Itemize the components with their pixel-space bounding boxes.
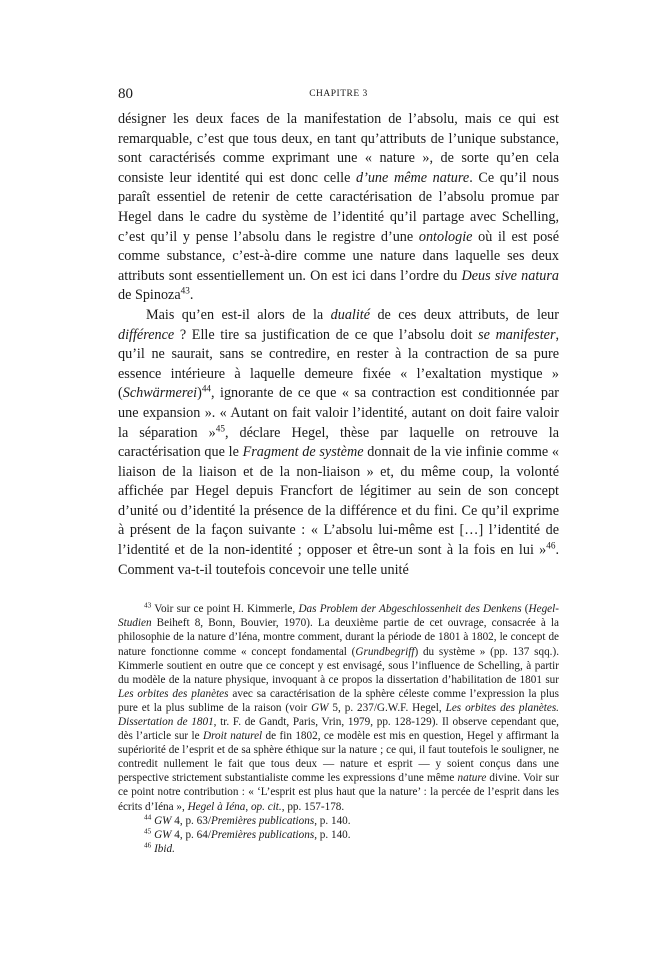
body-text — [118, 110, 559, 580]
paragraph-1: désigner les deux faces de la manifestation de l’absolu, mais ce qui est remarquable, c’est que tous deux, en tant qu’attributs de l’unique substance, sont caractérisés comme exprimant une « nature », de sorte qu’en cela consiste leur identité qui est donc celle d’une même nature. Ce qu’il nous paraît essentiel de retenir de cette caractérisation de l’absolu promue par Hegel dans le cadre du système de l’identité qu’il partage avec Schelling, c’est qu’il y pense l’absolu dans le registre d’une ontologie où il est posé comme substance, c’est-à-dire comme une nature dans laquelle ses deux attributs sont essentiellement un. On est ici dans l’ordre du Deus sive natura de Spinoza$^{43}$. — [118, 111, 560, 304]
footnote-ref-43[interactable]: 43 — [180, 285, 190, 296]
footnote-46: $^{46}$ Ibid. — [144, 841, 175, 855]
page — [118, 86, 559, 856]
footnote-44: $^{44}$ GW 4, p. 63/Premières publications, p. 140. — [144, 812, 351, 827]
footnotes — [118, 602, 559, 856]
footnote-number: 44 — [144, 812, 152, 821]
footnote-45: $^{45}$ GW 4, p. 64/Premières publications, p. 140. — [144, 827, 351, 841]
footnote-number: 46 — [144, 841, 152, 850]
running-head: CHAPITRE 3 — [309, 89, 368, 99]
footnote-ref-45[interactable]: 45 — [215, 422, 225, 433]
footnote-ref-44[interactable]: 44 — [201, 383, 212, 394]
footnote-43: $^{43}$ Voir sur ce point H. Kimmerle, Das Problem der Abgeschlossenheit des Denkens (Hegel-Studien Beiheft 8, Bonn, Bouvier, 1970). La deuxième partie de cet ouvrage, consacrée à la philosophie de la nature d’Iéna, montre comment, durant la période de 1801 à 1802, le concept de nature fonctionne comme « concept fondamental (Grundbegriff) du système » (pp. 137 sqq.). Kimmerle soutient en outre que ce concept y est envisagé, sous l’influence de Schelling, à partir du modèle de la nature physique, invoquant à ce propos la dissertation d’habilitation de 1801 sur Les orbites des planètes avec sa caractérisation de la sphère céleste comme l’expression la plus pure et la plus sublime de la raison (voir GW 5, p. 237/G.W.F. Hegel, Les orbites des planètes. Dissertation de 1801, tr. F. de Gandt, Paris, Vrin, 1979, pp. 128-129). Il observe cependant que, dès l’article sur le Droit naturel de fin 1802, ce modèle est mis en question, Hegel y affirmant la supériorité de l’esprit et de sa sphère éthique sur la nature ; ce qui, il faut toutefois le souligner, ne contredit nullement le fait que tous deux — nature et esprit — y soient conçus dans une perspective strictement substantialiste comme les expressions d’une même nature divine. Voir sur ce point notre contribution : « ‘L’esprit est plus haut que la nature’ : la percée de l’esprit dans les écrits d’Iéna », Hegel à Iéna, op. cit., pp. 157-178. — [118, 601, 560, 813]
footnote-number: 45 — [144, 827, 152, 836]
page-header — [118, 86, 559, 110]
footnote-ref-46[interactable]: 46 — [546, 540, 556, 551]
paragraph-2: Mais qu’en est-il alors de la dualité de ces deux attributs, de leur différence ? Elle tire sa justification de ce que l’absolu doit se manifester, qu’il ne saurait, sans se contredire, en rester à la contraction de sa pure essence intérieure à laquelle demeure fixée « l’exaltation mystique » (Schwärmerei)$^{44}$, ignorante de ce que « sa contraction est conditionnée par une expansion ». « Autant on fait valoir l’identité, autant on doit faire valoir la séparation »$^{45}$, déclare Hegel, thèse par laquelle on retrouve la caractérisation que le Fragment de système donnait de la vie infinie comme « liaison de la liaison et de la non-liaison » et, du même coup, la volonté affichée par Hegel depuis Francfort de légitimer au sein de son concept d’unité ou d’identité la présence de la différence et du fini. Ce qu’il exprime à présent de la façon suivante : « L’absolu lui-même est […] l’identité de l’identité et de la non-identité ; opposer et être-un sont à la fois en lui »$^{46}$. Comment va-t-il toutefois concevoir une telle unité — [118, 306, 560, 578]
page-number: 80 — [118, 86, 133, 102]
footnote-number: 43 — [144, 601, 152, 610]
